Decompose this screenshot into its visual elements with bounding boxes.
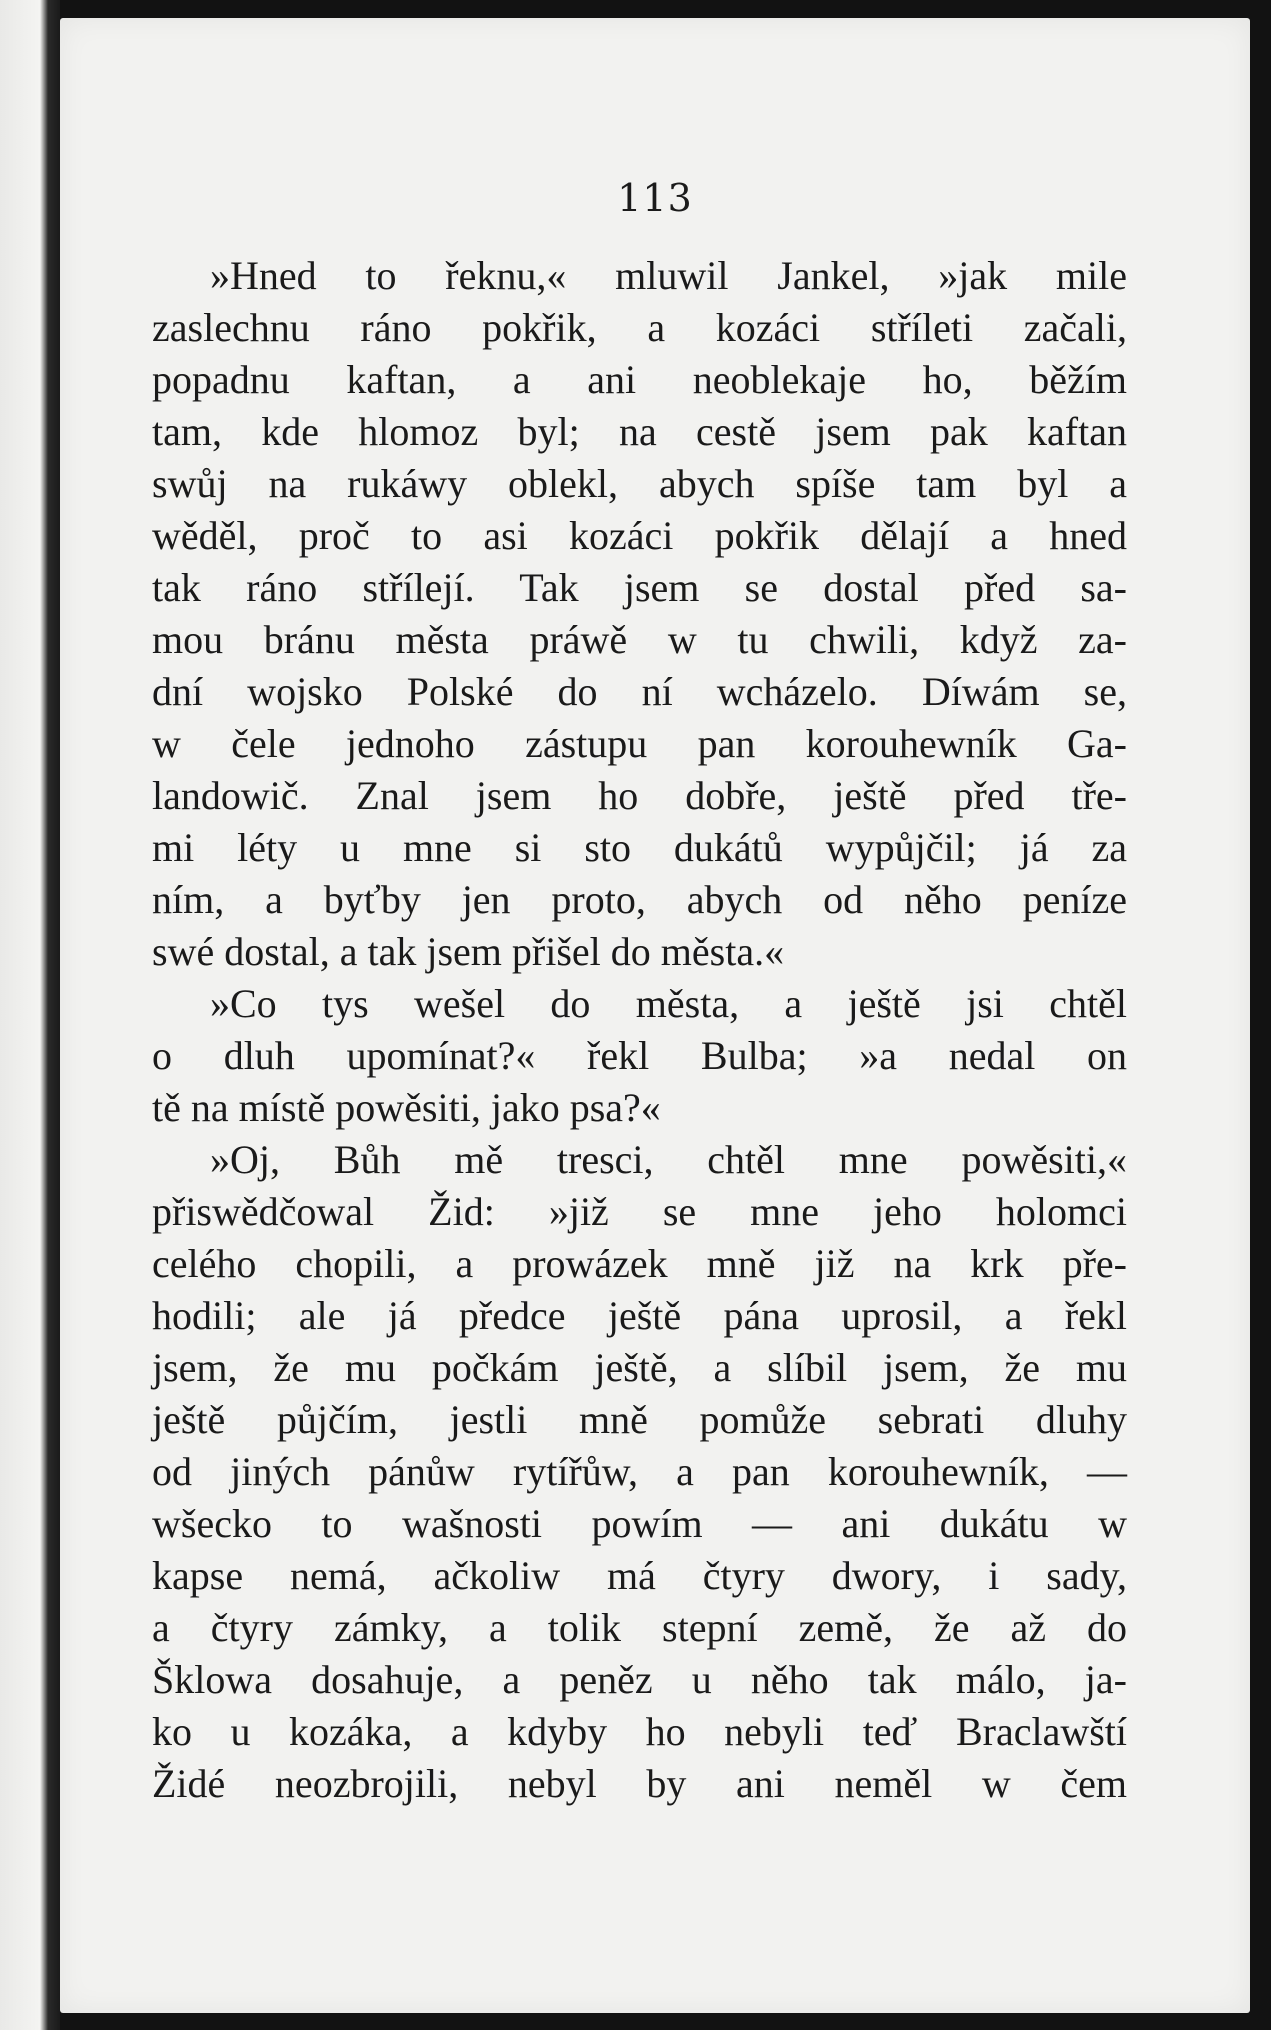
- text-line: wšecko to wašnosti powím — ani dukátu w: [152, 1501, 1127, 1546]
- text-line: tě na místě powěsiti, jako psa?«: [152, 1085, 661, 1130]
- text-line: dní wojsko Polské do ní wcházelo. Díwám se,: [152, 669, 1127, 714]
- page-number: 113: [617, 176, 693, 220]
- text-line: swůj na rukáwy oblekl, abych spíše tam byl a: [152, 461, 1127, 506]
- text-line: mou bránu města práwě w tu chwili, když za-: [152, 617, 1127, 662]
- book-page: [60, 18, 1250, 2013]
- text-line: přiswědčowal Žid: »již se mne jeho holomci: [152, 1189, 1127, 1234]
- text-line: »Hned to řeknu,« mluwil Jankel, »jak mile: [210, 253, 1127, 298]
- text-line: Šklowa dosahuje, a peněz u něho tak málo, ja-: [152, 1657, 1127, 1702]
- text-line: kapse nemá, ačkoliw má čtyry dwory, i sady,: [152, 1553, 1127, 1598]
- text-line: zaslechnu ráno pokřik, a kozáci stříleti začali,: [152, 305, 1127, 350]
- text-line: od jiných pánůw rytířůw, a pan korouhewník, —: [152, 1449, 1127, 1494]
- text-line: mi léty u mne si sto dukátů wypůjčil; já za: [152, 825, 1127, 870]
- text-line: »Co tys wešel do města, a ještě jsi chtěl: [210, 981, 1127, 1026]
- adjacent-page-edge: [0, 0, 60, 2030]
- body-text: [152, 250, 1127, 1810]
- text-line: tak ráno střílejí. Tak jsem se dostal před sa-: [152, 565, 1127, 610]
- text-line: a čtyry zámky, a tolik stepní země, že až do: [152, 1605, 1127, 1650]
- text-line: tam, kde hlomoz byl; na cestě jsem pak kaftan: [152, 409, 1127, 454]
- text-line: swé dostal, a tak jsem přišel do města.«: [152, 929, 785, 974]
- text-line: ním, a byťby jen proto, abych od něho peníze: [152, 877, 1127, 922]
- text-line: o dluh upomínat?« řekl Bulba; »a nedal on: [152, 1033, 1127, 1078]
- text-line: celého chopili, a prowázek mně již na krk pře-: [152, 1241, 1127, 1286]
- text-line: landowič. Znal jsem ho dobře, ještě před tře-: [152, 773, 1127, 818]
- text-line: ještě půjčím, jestli mně pomůže sebrati dluhy: [152, 1397, 1127, 1442]
- text-line: popadnu kaftan, a ani neoblekaje ho, běžím: [152, 357, 1127, 402]
- text-line: ko u kozáka, a kdyby ho nebyli teď Braclawští: [152, 1709, 1127, 1754]
- text-line: Židé neozbrojili, nebyl by ani neměl w čem: [152, 1761, 1127, 1806]
- text-line: jsem, že mu počkám ještě, a slíbil jsem, že mu: [152, 1345, 1127, 1390]
- text-line: hodili; ale já předce ještě pána uprosil, a řekl: [152, 1293, 1127, 1338]
- text-line: »Oj, Bůh mě tresci, chtěl mne powěsiti,«: [210, 1137, 1127, 1182]
- text-line: w čele jednoho zástupu pan korouhewník Ga-: [152, 721, 1127, 766]
- text-line: wěděl, proč to asi kozáci pokřik dělají a hned: [152, 513, 1127, 558]
